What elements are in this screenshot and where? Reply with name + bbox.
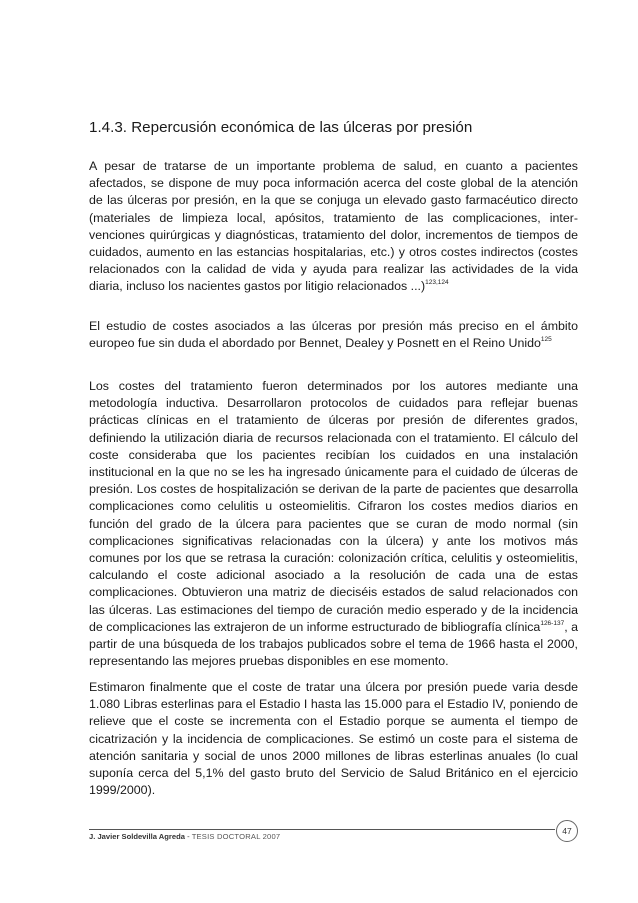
citation-ref: 126-137 (540, 619, 565, 627)
citation-ref: 123,124 (425, 279, 449, 287)
paragraph-text: El estudio de costes asociados a las úlceras por presión más preciso en el ámbito europeo fue sin duda el abordado por Bennet, Dealey y Posnett en el Reino Unido (89, 319, 578, 351)
footer-subtitle: TESIS DOCTORAL 2007 (191, 832, 281, 841)
paragraph-estimates (89, 679, 578, 799)
footer (89, 832, 280, 841)
paragraph-methodology (89, 378, 578, 670)
footer-author: J. Javier Soldevilla Agreda (89, 832, 185, 841)
footer-separator: - (184, 832, 192, 841)
paragraph-text: A pesar de tratarse de un importante problema de salud, en cuanto a pacientes afectados, se dispone de muy poca información acerca del coste global de la atención de las úlceras por presión, en la que se conjuga un elevado gasto farmacéutico directo (materiales de limpieza local, apósitos, tratamiento de las complicaciones, inter-venciones quirúrgicas y diagnósticas, tratamiento del dolor, incrementos de tiempos de cuidados, aumento en las estancias hospitalarias, etc.) y otros costes indirectos (costes relacionados con la calidad de vida y ayuda para realizar las actividades de la vida diaria, incluso los nacientes gastos por litigio relacionados ...) (89, 159, 578, 294)
footer-divider (89, 829, 555, 830)
page-number: 47 (556, 820, 578, 842)
paragraph-study (89, 318, 578, 352)
citation-ref: 125 (540, 336, 552, 344)
paragraph-intro (89, 158, 578, 296)
paragraph-text: Los costes del tratamiento fueron determinados por los autores mediante una metodología inductiva. Desarrollaron protocolos de cuidados para reflejar buenas prácticas clínicas en el tratamiento de úlceras por presión de diferentes grados, definiendo la utilización diaria de recursos relacionada con el tratamiento. El cálculo del coste consideraba que los pacientes recibían los cuidados en una instalación institucional en la que no se les ha ingresado únicamente para el cuidado de úlceras de presión. Los costes de hospitalización se derivan de la parte de pacientes que desarrolla complicaciones como celulitis u osteomielitis. Cifraron los costes medios diarios en función del grado de la úlcera para pacientes que se curan de modo normal (sin complicaciones significativas relacionadas con la úlcera) y ante los motivos más comunes por los que se retrasa la curación: colonización crítica, celulitis y osteomielitis, calculando el coste adicional asociado a la resolución de cada una de estas complicaciones. Obtuvieron una matriz de dieciséis estados de salud relacionados con las úlceras. Las estimaciones del tiempo de curación medio esperado y de la incidencia de complicaciones las extrajeron de un informe estructurado de bibliografía clínica (89, 379, 578, 634)
section-heading: 1.4.3. Repercusión económica de las úlceras por presión (89, 119, 473, 136)
paragraph-text: Estimaron finalmente que el coste de tratar una úlcera por presión puede varia desde 1.080 Libras esterlinas para el Estadio I hasta las 15.000 para el Estadio IV, poniendo de relieve que el coste se incrementa con el Estadio porque se aumenta el tiempo de cicatrización y la incidencia de complicaciones. Se estimó un coste para el sistema de atención sanitaria y social de unos 2000 millones de libras esterlinas anuales (lo cual suponía cerca del 5,1% del gasto bruto del Servicio de Salud Británico en el ejercicio 1999/2000). (89, 680, 578, 798)
paragraph-text-continued: , a partir de una búsqueda de los trabajos publicados sobre el tema de 1966 hasta el 2000, representando las mejores pruebas disponibles en ese momento. (89, 619, 578, 669)
